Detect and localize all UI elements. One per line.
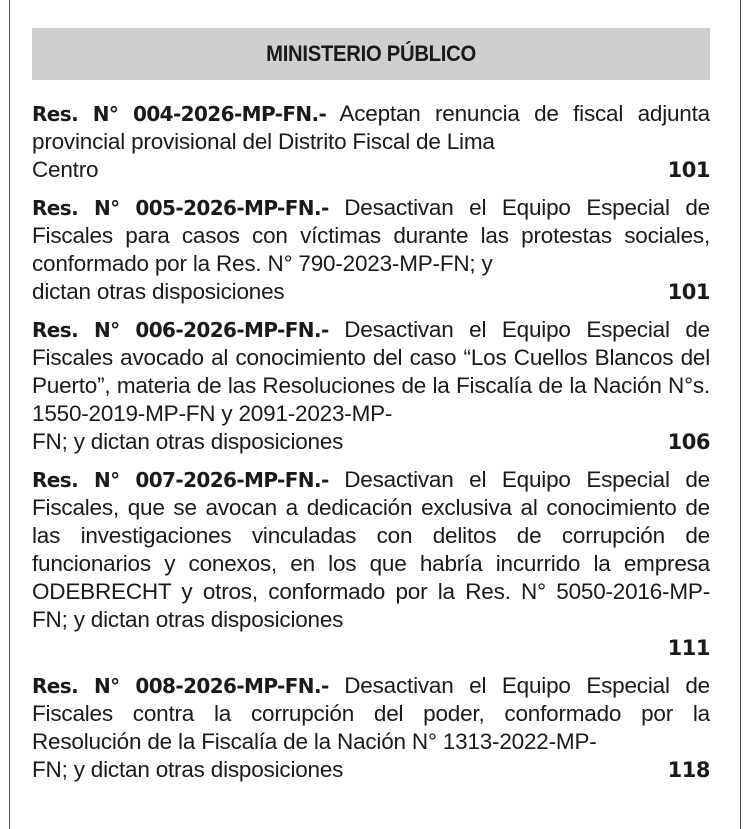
entry-res-008: [32, 672, 710, 784]
entry-text: Desactivan el Equipo Especial de Fiscales, que se avocan a dedicación exclusiva al conocimiento de las investigaciones vinculadas con delitos de corrupción de funcionarios y conexos, en los que habría incurrido la empresa ODEBRECHT y otros, conformado por la Res. N° 5050-2016-MP-FN; y dictan otras disposiciones: [32, 467, 710, 632]
entry-text: Desactivan el Equipo Especial de Fiscales para casos con víctimas durante las protestas sociales, conformado por la Res. N° 790-2023-MP-FN; y: [32, 195, 710, 276]
entry-last-line: [32, 634, 710, 662]
entry-code: Res. N° 008-2026-MP-FN.-: [32, 674, 329, 698]
entry-body: [32, 316, 710, 428]
entry-res-005: [32, 194, 710, 306]
section-header: [32, 28, 710, 80]
entry-code: Res. N° 005-2026-MP-FN.-: [32, 196, 329, 220]
entry-text: Desactivan el Equipo Especial de Fiscales contra la corrupción del poder, conformado por la Resolución de la Fiscalía de la Nación N° 1313-2022-MP-: [32, 673, 710, 754]
entry-last-line-text: Centro: [32, 157, 99, 182]
entry-text: Aceptan renuncia de fiscal adjunta provincial provisional del Distrito Fiscal de Lima: [32, 101, 710, 154]
entry-body: [32, 466, 710, 634]
entry-body: [32, 100, 710, 156]
entry-last-line: [32, 278, 710, 306]
right-border-rule: [740, 0, 741, 829]
entries-list: [32, 100, 710, 794]
entry-last-line: [32, 756, 710, 784]
entry-page-number: 111: [667, 636, 710, 660]
entry-page-number: 118: [667, 758, 710, 782]
entry-page-number: 101: [667, 280, 710, 304]
entry-last-line-text: dictan otras disposiciones: [32, 279, 285, 304]
entry-res-007: [32, 466, 710, 662]
entry-res-006: [32, 316, 710, 456]
entry-code: Res. N° 006-2026-MP-FN.-: [32, 318, 329, 342]
entry-res-004: [32, 100, 710, 184]
entry-page-number: 101: [667, 158, 710, 182]
entry-code: Res. N° 004-2026-MP-FN.-: [32, 102, 327, 126]
entry-last-line: [32, 428, 710, 456]
entry-last-line-text: FN; y dictan otras disposiciones: [32, 429, 344, 454]
entry-text: Desactivan el Equipo Especial de Fiscales avocado al conocimiento del caso “Los Cuellos Blancos del Puerto”, materia de las Resoluciones de la Fiscalía de la Nación N°s. 1550-2019-MP-FN y 2091-2023-MP-: [32, 317, 710, 426]
entry-last-line: [32, 156, 710, 184]
entry-last-line-text: FN; y dictan otras disposiciones: [32, 757, 344, 782]
entry-code: Res. N° 007-2026-MP-FN.-: [32, 468, 329, 492]
entry-body: [32, 672, 710, 756]
section-title: MINISTERIO PÚBLICO: [266, 41, 476, 66]
entry-body: [32, 194, 710, 278]
entry-page-number: 106: [667, 430, 710, 454]
left-border-rule: [9, 0, 10, 829]
